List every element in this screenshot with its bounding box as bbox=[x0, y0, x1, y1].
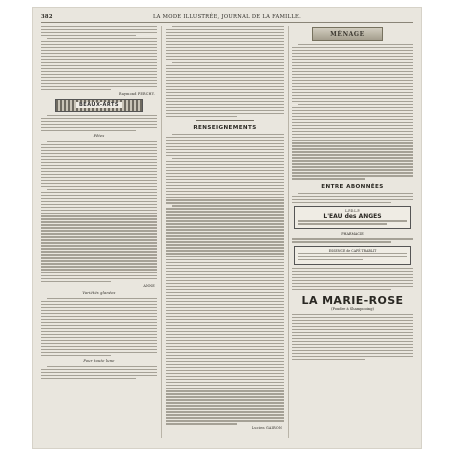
article-signature: ANNE bbox=[143, 284, 155, 289]
page-header bbox=[41, 12, 413, 23]
article-text bbox=[41, 141, 157, 283]
column-left bbox=[41, 26, 157, 438]
ad-text bbox=[298, 220, 407, 224]
article-text bbox=[166, 26, 284, 117]
ad-title: ESSENCE de CAFÉ TRABLIT bbox=[328, 248, 377, 253]
ad-heading: PHARMACIE bbox=[341, 232, 364, 237]
article-text bbox=[292, 193, 413, 203]
journal-title: LA MODE ILLUSTRÉE, JOURNAL DE LA FAMILLE. bbox=[152, 14, 302, 20]
newspaper-page bbox=[33, 8, 421, 448]
section-banner bbox=[55, 99, 143, 112]
article-subheading: Fêtes bbox=[93, 133, 105, 138]
article-subheading: Variétés glanées bbox=[82, 291, 116, 296]
banner-label: MÉNAGE bbox=[330, 30, 365, 38]
ad-subtitle: L.P.D.L.P. bbox=[345, 208, 360, 213]
column-rule bbox=[288, 26, 289, 438]
section-banner-menage bbox=[312, 27, 383, 41]
ad-title: L'EAU des ANGES bbox=[323, 213, 382, 221]
article-text bbox=[292, 268, 413, 290]
ad-marie-rose-subtitle: (Poudre à Shampooing) bbox=[331, 307, 374, 312]
caption-text bbox=[41, 115, 157, 131]
article-text bbox=[41, 298, 157, 356]
article-subheading: Pour toute lune bbox=[83, 359, 115, 364]
article-text bbox=[41, 366, 157, 379]
article-text bbox=[41, 26, 157, 90]
article-text bbox=[292, 44, 413, 180]
ad-marie-rose-title: LA MARIE-ROSE bbox=[301, 294, 404, 308]
advertisement-box bbox=[294, 246, 411, 265]
column-right bbox=[292, 26, 413, 438]
section-heading: ENTRE ABONNÉES bbox=[321, 183, 384, 190]
page-number: 382 bbox=[41, 14, 53, 20]
advertisement-box bbox=[294, 206, 411, 229]
article-signature: Raymond PERCHY. bbox=[119, 91, 155, 96]
section-heading: RENSEIGNEMENTS bbox=[193, 124, 257, 131]
ad-text bbox=[298, 253, 407, 260]
ad-text bbox=[292, 238, 413, 242]
banner-label: BEAUX-ARTS bbox=[76, 102, 122, 108]
column-rule bbox=[161, 26, 162, 438]
column-middle bbox=[166, 26, 284, 438]
article-text bbox=[166, 134, 284, 425]
section-divider bbox=[196, 120, 254, 121]
ad-text bbox=[292, 314, 413, 360]
article-signature: Lucien GAIRON bbox=[251, 426, 282, 431]
